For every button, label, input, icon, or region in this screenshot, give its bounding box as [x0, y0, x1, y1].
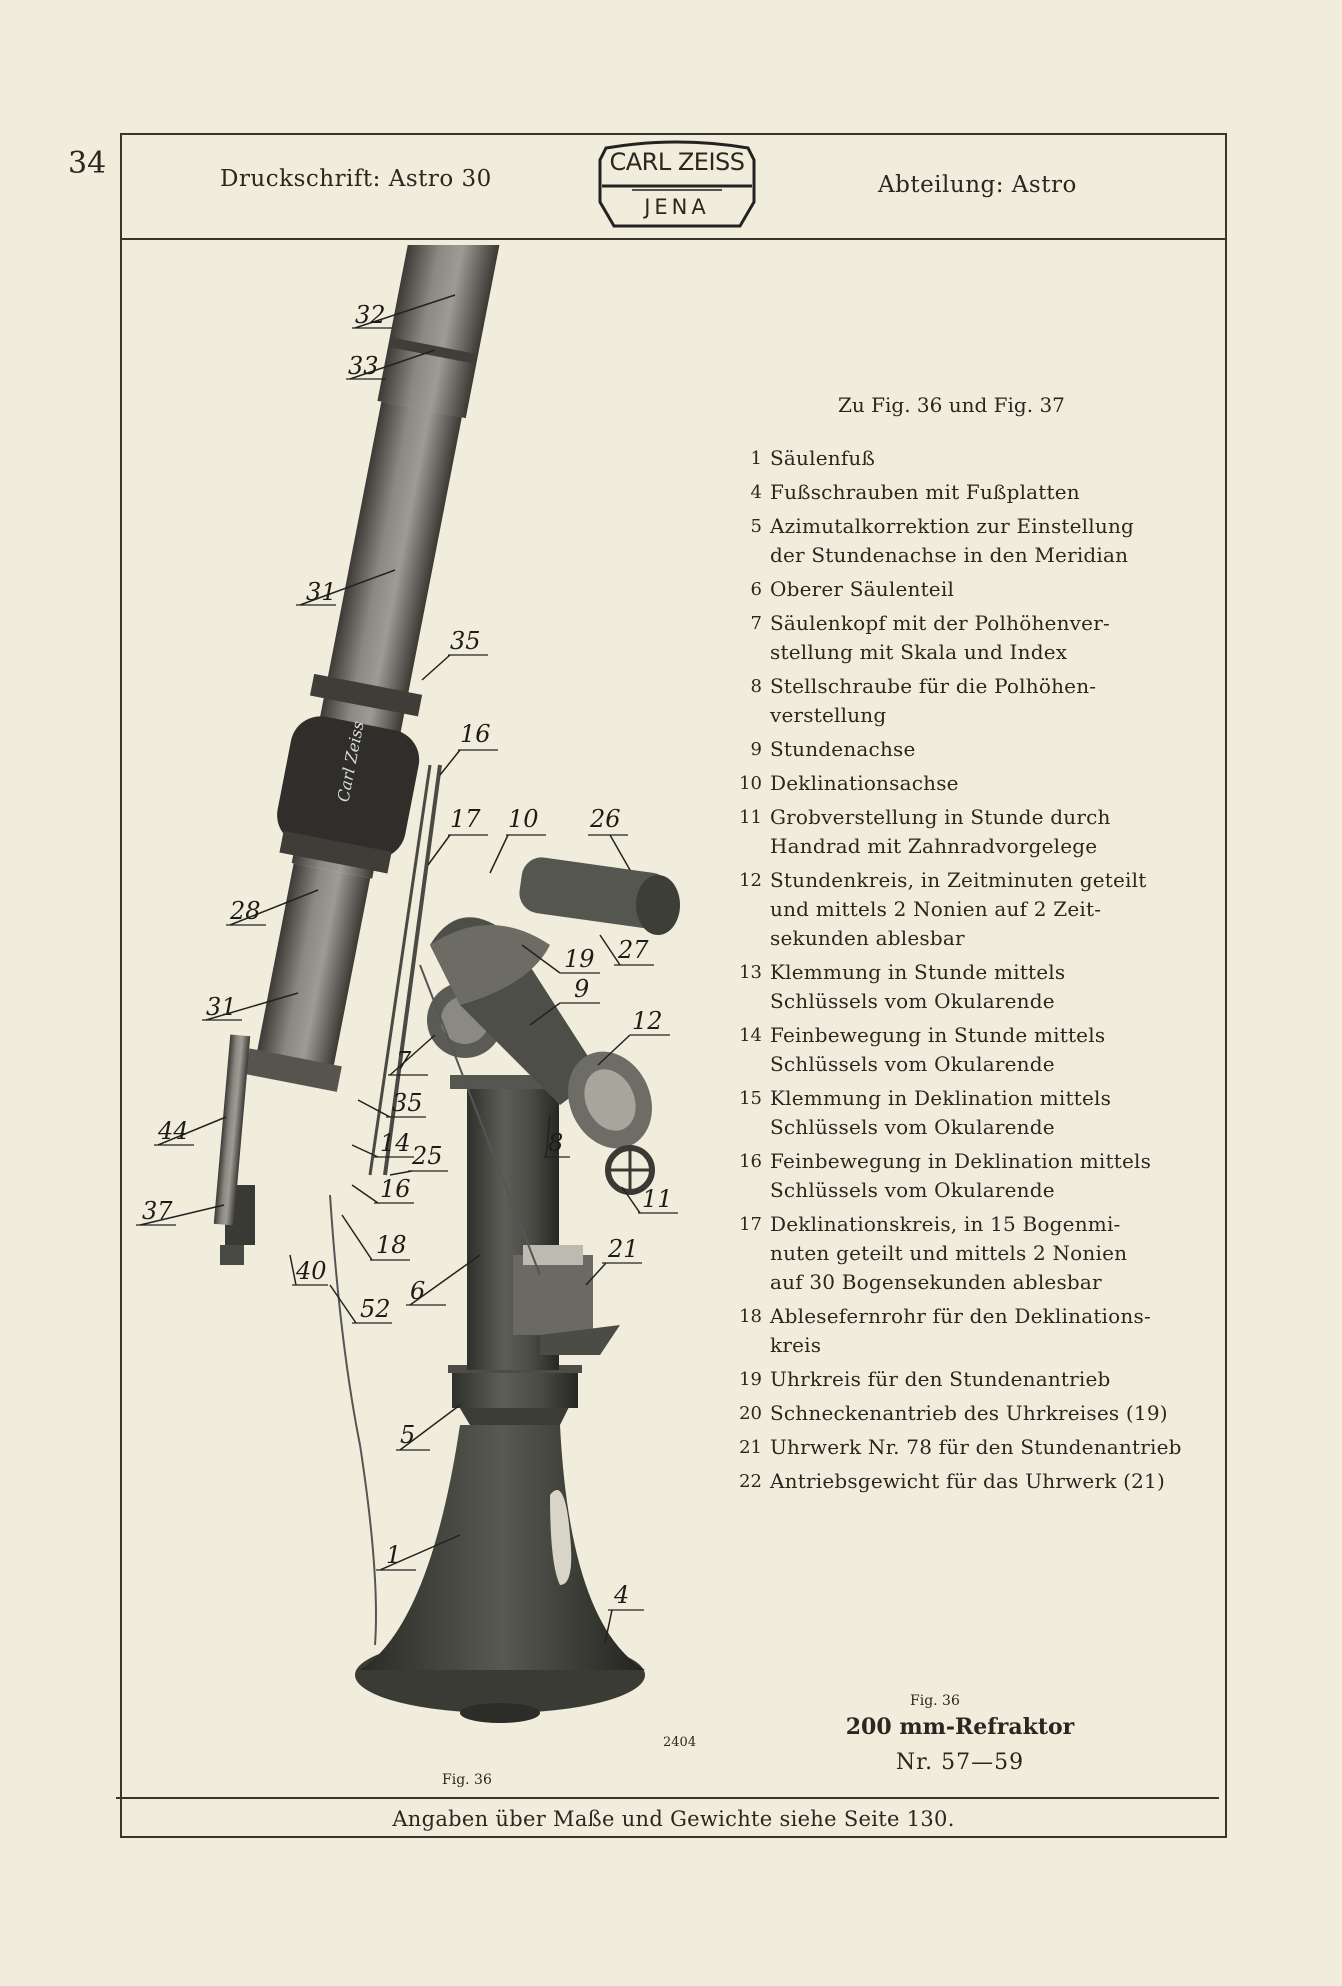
legend-item: 14 Feinbewegung in Stunde mittels Schlüssels vom Okularende — [739, 1023, 1106, 1076]
svg-text:28: 28 — [230, 897, 261, 925]
legend-item: 1 Säulenfuß — [750, 446, 876, 470]
svg-text:44: 44 — [158, 1117, 189, 1145]
legend-item: 5 Azimutalkorrektion zur Einstellung der Stundenachse in den Meridian — [750, 514, 1135, 567]
tube-brand-text: Carl Zeiss — [333, 719, 368, 804]
callout-37 — [136, 1197, 224, 1225]
callout-27 — [600, 935, 654, 965]
svg-text:52: 52 — [360, 1295, 391, 1323]
callout-21 — [586, 1235, 642, 1285]
callout-35-top — [422, 627, 488, 680]
legend-item: 11 Grobverstellung in Stunde durch Handrad mit Zahnradvorgelege — [739, 805, 1111, 858]
legend-item: 16 Feinbewegung in Deklination mittels Schlüssels vom Okularende — [739, 1149, 1152, 1202]
legend-item: 7 Säulenkopf mit der Polhöhenver- stellung mit Skala und Index — [750, 611, 1110, 664]
svg-text:32: 32 — [355, 301, 386, 329]
callout-5 — [396, 1405, 460, 1450]
callout-44 — [154, 1117, 226, 1145]
svg-text:10: 10 — [508, 805, 539, 833]
callout-40 — [290, 1255, 328, 1285]
callout-18 — [342, 1215, 410, 1260]
svg-text:8: 8 — [548, 1129, 564, 1157]
legend-item: 19 Uhrkreis für den Stundenantrieb — [739, 1367, 1111, 1391]
product-number: Nr. 57—59 — [895, 1750, 1025, 1775]
svg-text:4: 4 — [614, 1581, 630, 1609]
legend-heading: Zu Fig. 36 und Fig. 37 — [838, 393, 1065, 417]
logo-text-bottom: JENA — [644, 195, 710, 219]
header-publication: Druckschrift: Astro 30 — [220, 166, 492, 192]
page-number: 34 — [68, 146, 107, 181]
svg-text:21: 21 — [608, 1235, 639, 1263]
legend-item: 18 Ablesefernrohr für den Deklinations- kreis — [739, 1304, 1151, 1357]
footer-note: Angaben über Maße und Gewichte siehe Seite 130. — [392, 1807, 955, 1831]
clockwork — [513, 1255, 593, 1335]
logo-text-top: CARL ZEISS — [609, 148, 745, 176]
legend-item: 13 Klemmung in Stunde mittels Schlüssels vom Okularende — [739, 960, 1066, 1013]
svg-text:35: 35 — [392, 1089, 423, 1117]
legend-item: 12 Stundenkreis, in Zeitminuten geteilt und mittels 2 Nonien auf 2 Zeit- sekunden ablesbar — [739, 868, 1147, 950]
callout-7 — [388, 1035, 435, 1075]
header-department: Abteilung: Astro — [878, 172, 1077, 198]
svg-text:11: 11 — [642, 1185, 673, 1213]
pillar-foot — [360, 1425, 645, 1670]
svg-text:6: 6 — [410, 1277, 426, 1305]
product-title: 200 mm-Refraktor — [845, 1714, 1075, 1740]
image-number: 2404 — [663, 1735, 697, 1750]
legend-item: 20 Schneckenantrieb des Uhrkreises (19) — [739, 1401, 1168, 1425]
legend-item: 15 Klemmung in Deklination mittels Schlüssels vom Okularende — [739, 1086, 1112, 1139]
svg-text:31: 31 — [206, 993, 237, 1021]
svg-text:9: 9 — [574, 975, 590, 1003]
svg-text:33: 33 — [348, 352, 379, 380]
callout-4 — [605, 1581, 644, 1643]
callout-16-bottom — [352, 1175, 414, 1203]
callout-26 — [588, 805, 630, 870]
legend-item: 4 Fußschrauben mit Fußplatten — [750, 480, 1080, 504]
telescope-illustration — [130, 245, 720, 1775]
svg-text:37: 37 — [142, 1197, 173, 1225]
svg-text:40: 40 — [296, 1257, 327, 1285]
legend-item: 22 Antriebsgewicht für das Uhrwerk (21) — [739, 1469, 1165, 1493]
header-divider — [120, 238, 1227, 240]
svg-text:14: 14 — [380, 1129, 411, 1157]
carl-zeiss-logo — [592, 140, 762, 232]
svg-text:5: 5 — [400, 1421, 416, 1449]
svg-text:16: 16 — [460, 720, 491, 748]
svg-text:31: 31 — [306, 578, 337, 606]
callout-35-bottom — [358, 1089, 426, 1117]
legend-item: 9 Stundenachse — [750, 737, 916, 761]
legend-item: 21 Uhrwerk Nr. 78 für den Stundenantrieb — [739, 1435, 1182, 1459]
svg-text:12: 12 — [632, 1007, 663, 1035]
svg-text:26: 26 — [590, 805, 621, 833]
svg-text:19: 19 — [564, 945, 595, 973]
svg-text:25: 25 — [412, 1142, 443, 1170]
footer-divider — [116, 1797, 1219, 1799]
legend-item: 10 Deklinationsachse — [739, 771, 959, 795]
svg-text:35: 35 — [450, 627, 481, 655]
legend-item: 8 Stellschraube für die Polhöhen- verstellung — [750, 674, 1097, 727]
svg-text:17: 17 — [450, 805, 481, 833]
parts-legend — [732, 444, 1194, 1501]
svg-text:16: 16 — [380, 1175, 411, 1203]
callout-14 — [352, 1129, 414, 1157]
legend-item: 6 Oberer Säulenteil — [750, 577, 955, 601]
legend-item: 17 Deklinationskreis, in 15 Bogenmi- nuten geteilt und mittels 2 Nonien auf 30 Bogensekunden ablesbar — [739, 1212, 1128, 1294]
svg-text:18: 18 — [376, 1231, 407, 1259]
svg-text:27: 27 — [618, 936, 649, 964]
figure-label-left: Fig. 36 — [442, 1772, 492, 1788]
callout-16-top — [440, 720, 498, 775]
svg-text:7: 7 — [396, 1047, 412, 1075]
callout-17 — [428, 805, 488, 865]
figure-label: Fig. 36 — [910, 1693, 960, 1709]
svg-text:1: 1 — [386, 1541, 402, 1569]
